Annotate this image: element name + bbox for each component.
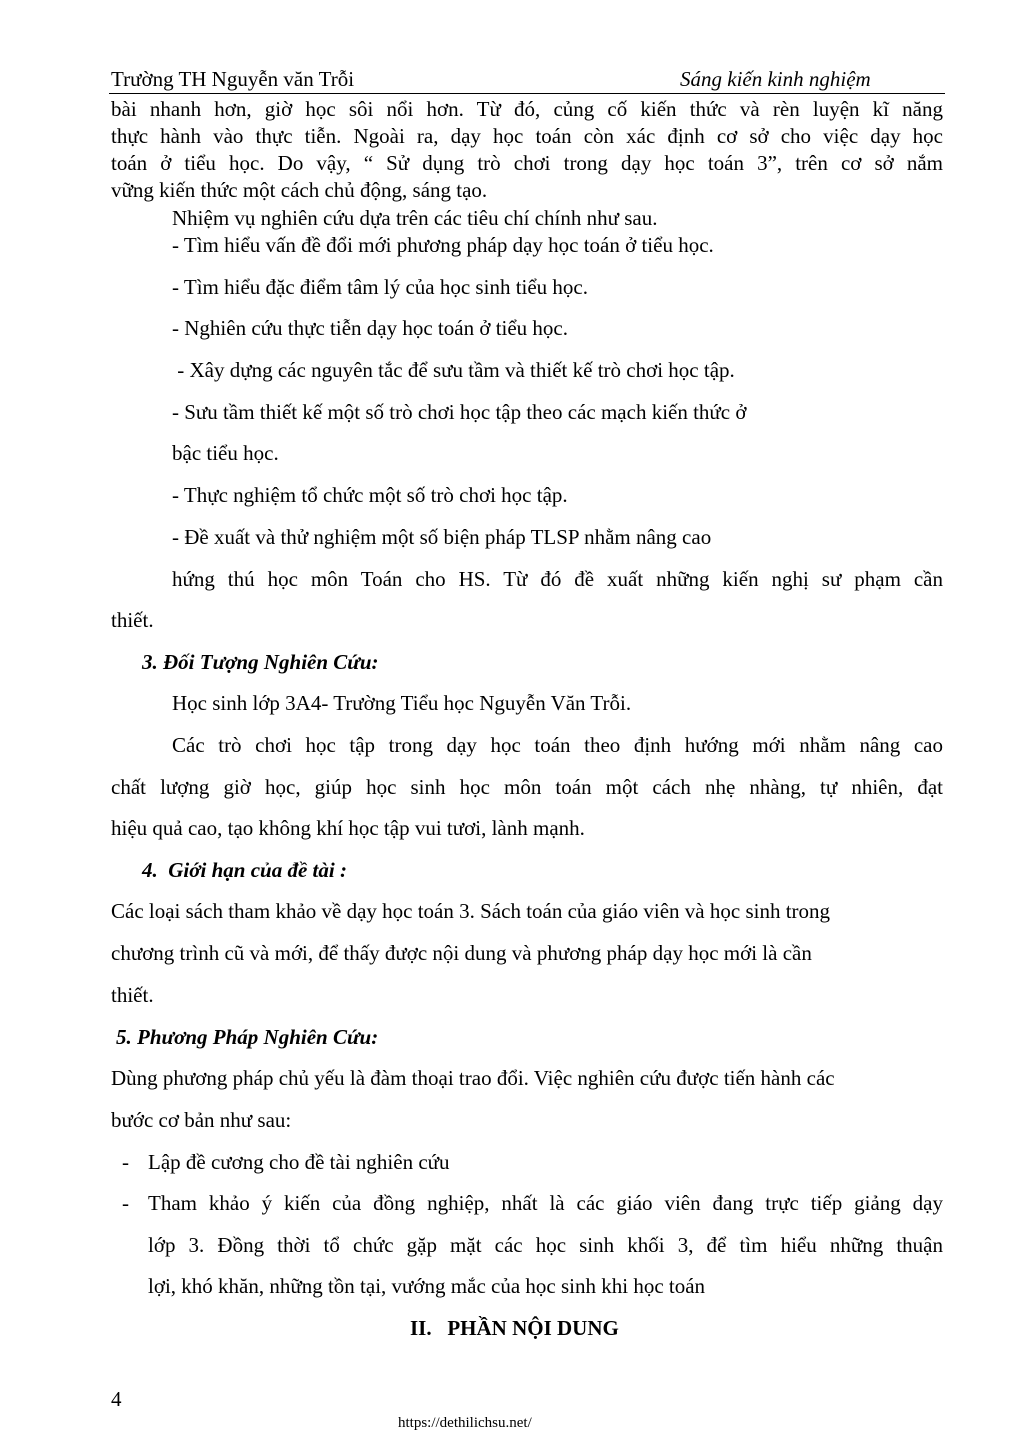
section-5-title: 5. Phương Pháp Nghiên Cứu: <box>116 1025 379 1049</box>
section-5-line: Dùng phương pháp chủ yếu là đàm thoại trao đổi. Việc nghiên cứu được tiến hành các <box>111 1066 835 1090</box>
task-item: - Thực nghiệm tổ chức một số trò chơi học tập. <box>172 483 568 507</box>
task-item: - Tìm hiểu đặc điểm tâm lý của học sinh tiểu học. <box>172 275 589 299</box>
page-number: 4 <box>111 1387 122 1411</box>
task-item: - Nghiên cứu thực tiễn dạy học toán ở tiểu học. <box>172 316 569 340</box>
intro-line: vững kiến thức một cách chủ động, sáng tạo. <box>111 178 488 202</box>
task-item: - Tìm hiểu vấn đề đổi mới phương pháp dạy học toán ở tiểu học. <box>172 233 714 257</box>
section-3-para-line: Các trò chơi học tập trong dạy học toán theo định hướng mới nhằm nâng cao <box>172 733 943 757</box>
intro-line: bài nhanh hơn, giờ học sôi nổi hơn. Từ đó, củng cố kiến thức và rèn luyện kĩ năng <box>111 97 943 121</box>
section-4-title: 4. Giới hạn của đề tài : <box>142 858 347 882</box>
tasks-closing-end: thiết. <box>111 608 154 632</box>
header-doc-type: Sáng kiến kinh nghiệm <box>680 67 871 91</box>
tasks-intro: Nhiệm vụ nghiên cứu dựa trên các tiêu chí chính như sau. <box>172 206 658 230</box>
task-item: - Xây dựng các nguyên tắc để sưu tầm và thiết kế trò chơi học tập. <box>172 358 735 382</box>
task-item: - Sưu tầm thiết kế một số trò chơi học tập theo các mạch kiến thức ở <box>172 400 747 424</box>
task-item: - Đề xuất và thử nghiệm một số biện pháp TLSP nhằm nâng cao <box>172 525 712 549</box>
task-item: bậc tiểu học. <box>172 441 279 465</box>
section-5-line: bước cơ bản như sau: <box>111 1108 292 1132</box>
footer-url[interactable]: https://dethilichsu.net/ <box>398 1415 532 1431</box>
bullet-item-continuation: lớp 3. Đồng thời tổ chức gặp mặt các học sinh khối 3, để tìm hiểu những thuận <box>148 1233 943 1257</box>
bullet-marker: - <box>122 1191 129 1215</box>
part-2-heading: II. PHẦN NỘI DUNG <box>410 1316 619 1340</box>
intro-line: toán ở tiểu học. Do vậy, “ Sử dụng trò chơi trong dạy học toán 3”, trên cơ sở nắm <box>111 151 943 175</box>
section-3-para-line: chất lượng giờ học, giúp học sinh học môn toán một cách nhẹ nhàng, tự nhiên, đạt <box>111 775 943 799</box>
tasks-closing: hứng thú học môn Toán cho HS. Từ đó đề xuất những kiến nghị sư phạm cần <box>172 567 943 591</box>
header-divider <box>109 93 945 94</box>
bullet-item: Tham khảo ý kiến của đồng nghiệp, nhất là các giáo viên đang trực tiếp giảng dạy <box>148 1191 943 1215</box>
section-3-title: 3. Đối Tượng Nghiên Cứu: <box>142 650 379 674</box>
bullet-item-continuation: lợi, khó khăn, những tồn tại, vướng mắc của học sinh khi học toán <box>148 1274 706 1298</box>
bullet-item: Lập đề cương cho đề tài nghiên cứu <box>148 1150 450 1174</box>
section-3-line: Học sinh lớp 3A4- Trường Tiểu học Nguyễn Văn Trỗi. <box>172 691 632 715</box>
bullet-marker: - <box>122 1150 129 1174</box>
section-4-line: chương trình cũ và mới, để thấy được nội dung và phương pháp dạy học mới là cần <box>111 941 812 965</box>
intro-line: thực hành vào thực tiễn. Ngoài ra, dạy học toán còn xác định cơ sở cho việc dạy học <box>111 124 943 148</box>
section-4-line: Các loại sách tham khảo về dạy học toán 3. Sách toán của giáo viên và học sinh trong <box>111 899 831 923</box>
header-school: Trường TH Nguyễn văn Trỗi <box>111 67 355 91</box>
section-4-line: thiết. <box>111 983 154 1007</box>
section-3-para-line: hiệu quả cao, tạo không khí học tập vui tươi, lành mạnh. <box>111 816 585 840</box>
